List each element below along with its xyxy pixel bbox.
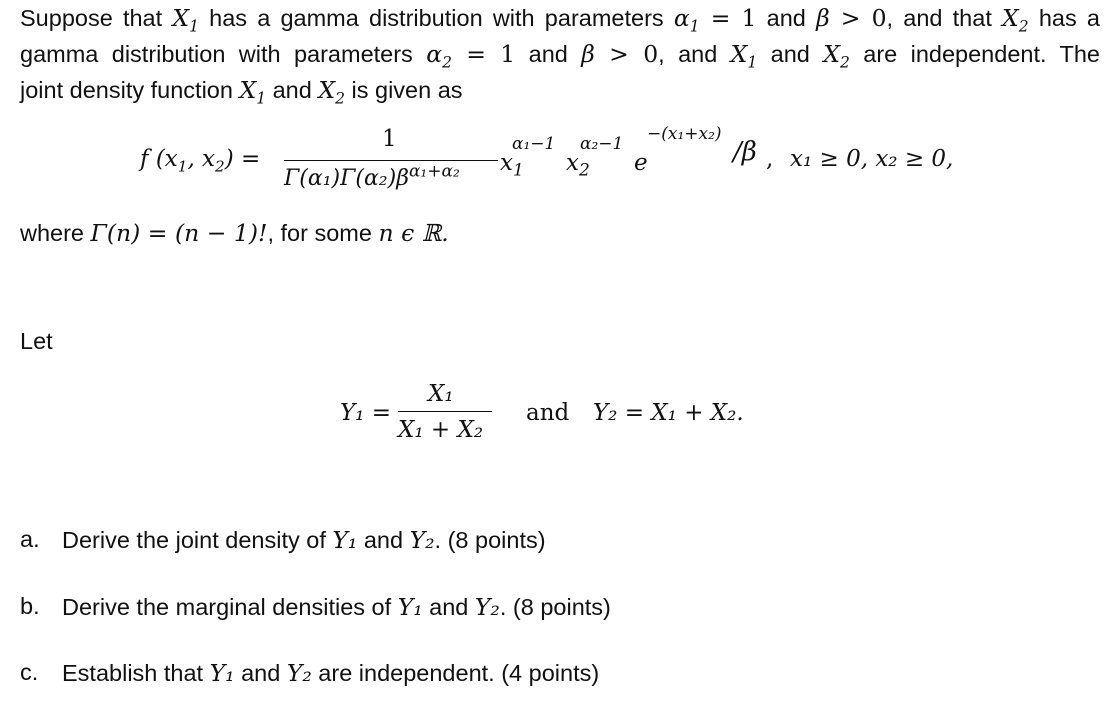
math-X2: $X_2$ [1002, 4, 1029, 36]
density-e-exponent: −(x₁+x₂) [647, 124, 722, 144]
y2-definition: Y₂ = X₁ + X₂. [593, 400, 744, 426]
density-x2-exponent: α₂−1 [580, 134, 624, 154]
y1-lhs: Y₁ = [340, 400, 391, 426]
question-marker: b. [20, 593, 40, 619]
intro-paragraph [20, 0, 1100, 108]
list-item [20, 659, 600, 687]
let-label: Let [20, 328, 53, 354]
math-alpha2: $\alpha_2$ [426, 40, 452, 72]
and-word: and [526, 400, 570, 426]
question-text: Derive the joint density of Y₁ and Y₂. (8 points) [62, 526, 546, 554]
question-marker: c. [20, 659, 39, 685]
density-lhs: f ($x_1$, $x_2$) = [140, 146, 261, 176]
density-e-exponent-div: /β [733, 137, 757, 167]
fraction-bar [284, 160, 498, 161]
question-marker: a. [20, 526, 40, 552]
intro-line-1: Suppose that $X_1$ has a gamma distribution with parameters $\alpha_1 = 1$ and β > 0, and that $X_2$ has a [20, 4, 1100, 36]
density-comma: , [766, 146, 774, 172]
density-x1-exponent: α₁−1 [512, 134, 556, 154]
density-e: e [634, 150, 648, 176]
list-item [20, 593, 611, 621]
density-numerator: 1 [382, 126, 397, 152]
math-alpha1: $\alpha_1$ [673, 4, 700, 36]
y1-numerator: X₁ [428, 381, 454, 407]
density-denominator: $\Gamma(\alpha_1)\Gamma(\alpha_2)\beta^{\alpha_1+\alpha_2}$ [284, 161, 460, 191]
y1-denominator: X₁ + X₂ [398, 417, 484, 443]
density-x2: $x_2$ [566, 150, 590, 181]
list-item [20, 526, 546, 554]
math-X1: $X_1$ [172, 4, 199, 36]
question-text: Derive the marginal densities of Y₁ and Y₂. (8 points) [62, 593, 611, 621]
density-support: x₁ ≥ 0, x₂ ≥ 0, [790, 146, 954, 172]
y1-fraction-bar [398, 411, 492, 412]
intro-line-3: joint density function $X_1$ and $X_2$ is given as [20, 76, 463, 108]
intro-line-2: gamma distribution with parameters $\alpha_2 = 1$ and β > 0, and $X_1$ and $X_2$ are independent. The [20, 40, 1100, 72]
question-text: Establish that Y₁ and Y₂ are independent. (4 points) [62, 659, 600, 687]
gamma-definition-line: where Γ(n) = (n − 1)!, for some n ϵ ℝ. [20, 219, 449, 247]
density-x1: $x_1$ [500, 150, 524, 181]
